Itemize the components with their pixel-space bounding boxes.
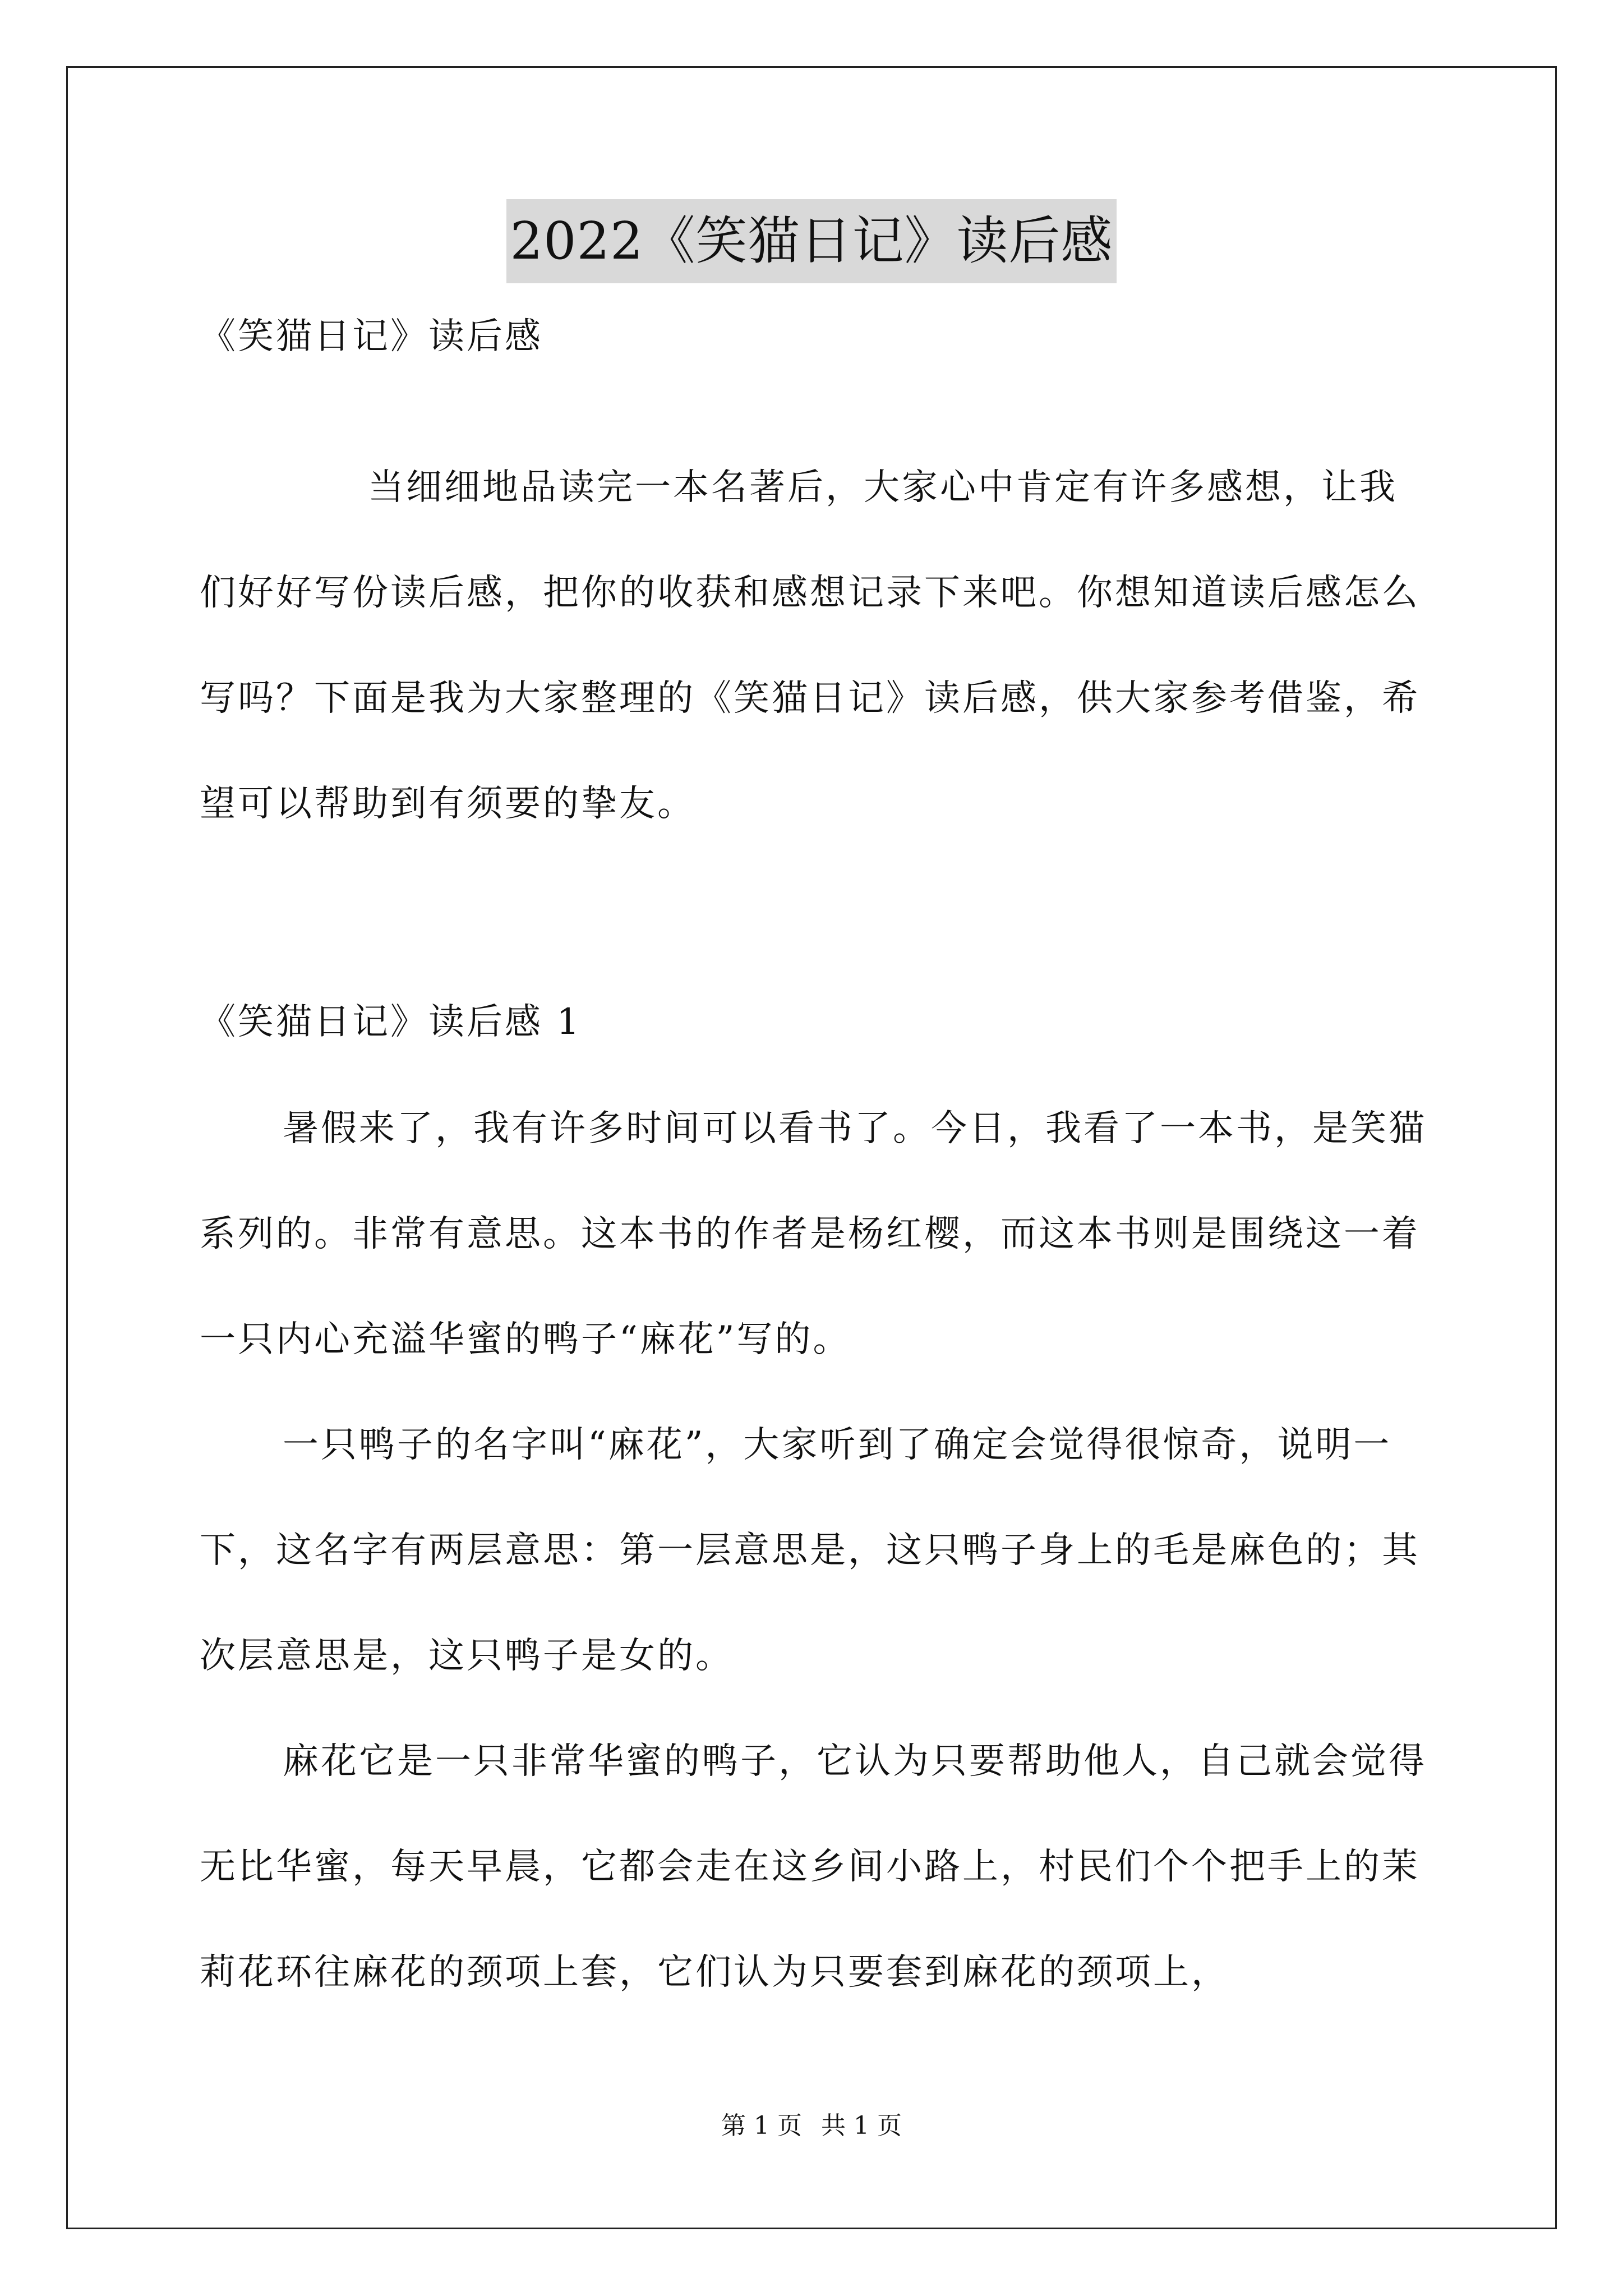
- section-heading: 《笑猫日记》读后感 1: [200, 1001, 582, 1043]
- paragraph: 麻花它是一只非常华蜜的鸭子，它认为只要帮助他人，自己就会觉得无比华蜜，每天早晨，它都会走在这乡间小路上，村民们个个把手上的茉莉花环往麻花的颈项上套，它们认为只要套到麻花的颈项上，: [200, 1741, 1427, 1993]
- page-number: 第 1 页: [721, 2111, 802, 2140]
- document-title: 2022《笑猫日记》读后感: [506, 199, 1116, 283]
- paragraph: 一只鸭子的名字叫“麻花”，大家听到了确定会觉得很惊奇，说明一下，这名字有两层意思：第一层意思是，这只鸭子身上的毛是麻色的；其次层意思是，这只鸭子是女的。: [200, 1424, 1420, 1677]
- page-footer: [0, 2109, 1623, 2143]
- intro-text: 当细细地品读完一本名著后，大家心中肯定有许多感想，让我们好好写份读后感，把你的收获和感想记录下来吧。你想知道读后感怎么写吗？下面是我为大家整理的《笑猫日记》读后感，供大家参考借鉴，希望可以帮助到有须要的挚友。: [200, 467, 1420, 825]
- title-container: [0, 199, 1623, 283]
- intro-paragraph: [200, 435, 1428, 857]
- page-total: 共 1 页: [821, 2111, 902, 2140]
- subtitle: 《笑猫日记》读后感: [200, 316, 543, 357]
- section-body: [200, 1076, 1428, 2025]
- paragraph: 暑假来了，我有许多时间可以看书了。今日，我看了一本书，是笑猫系列的。非常有意思。这本书的作者是杨红樱，而这本书则是围绕这一着一只内心充溢华蜜的鸭子“麻花”写的。: [200, 1108, 1427, 1360]
